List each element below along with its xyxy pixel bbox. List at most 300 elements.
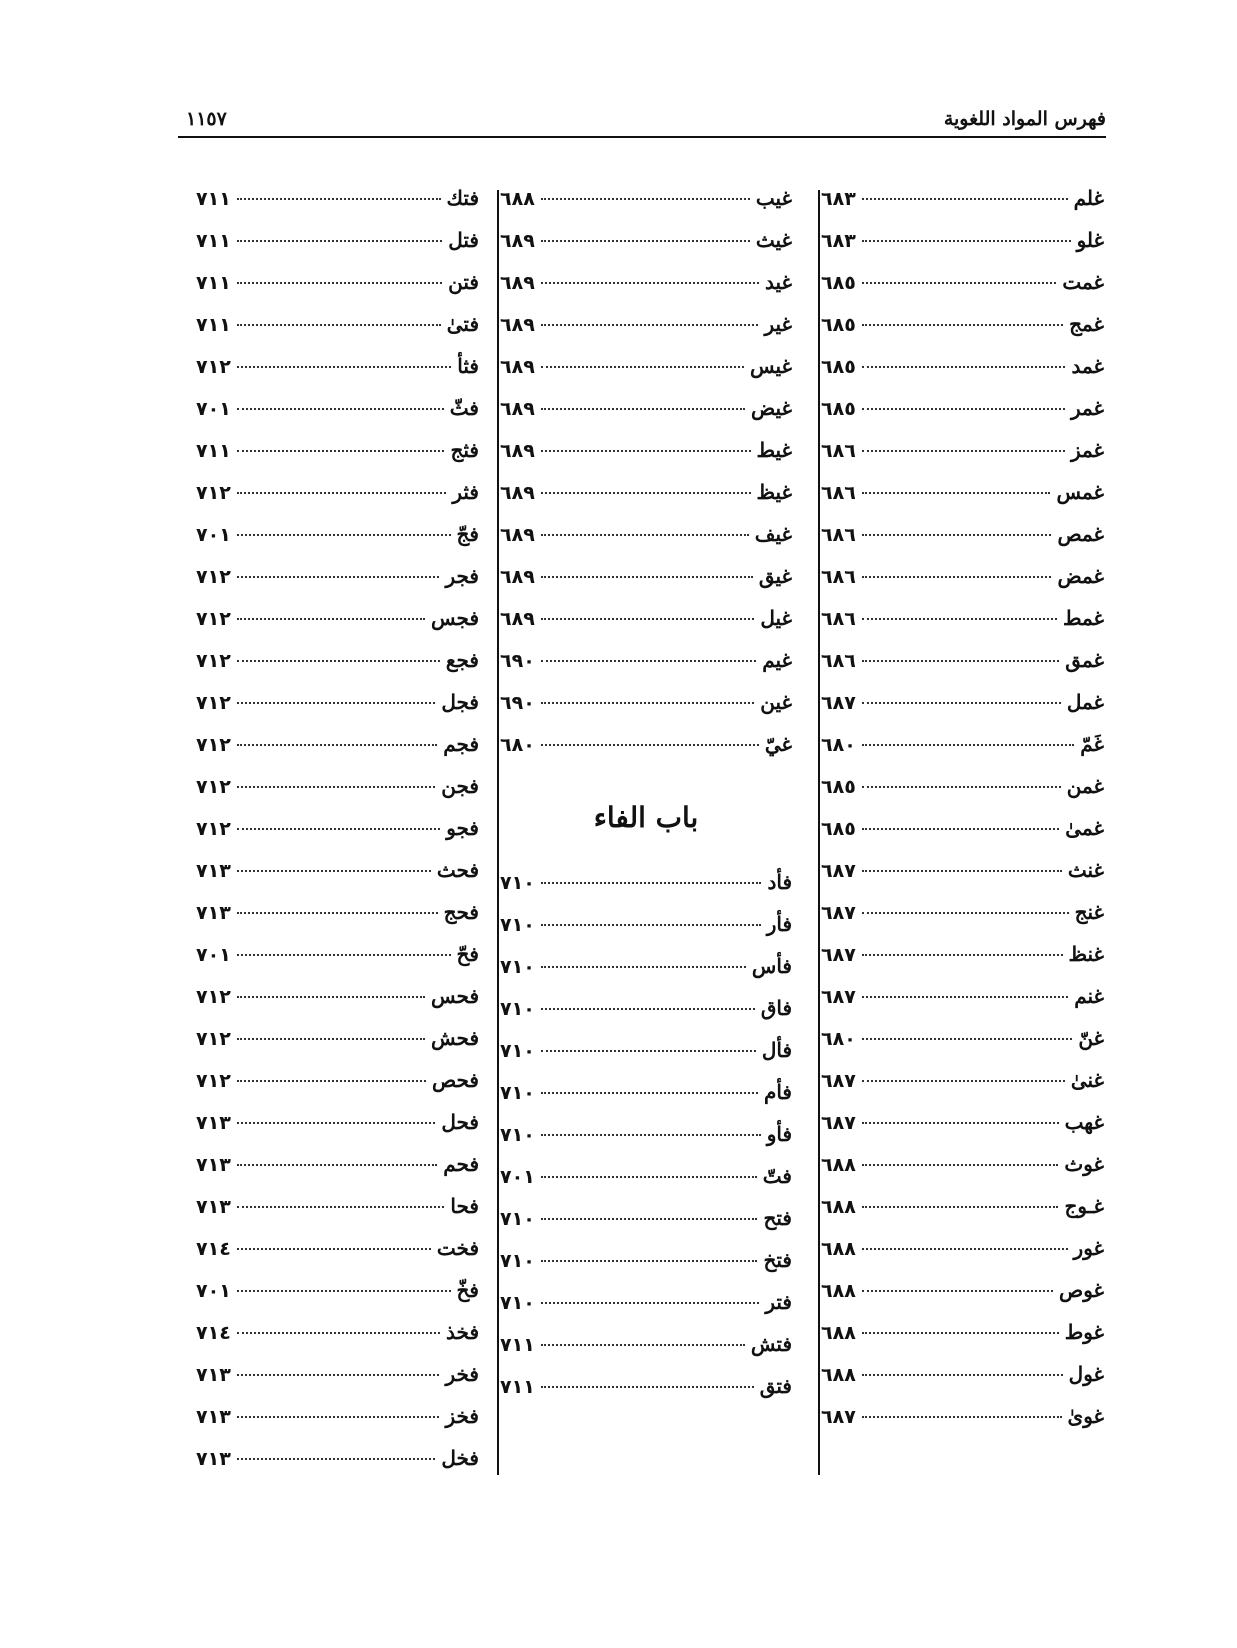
entry-word: فاق [760,996,792,1020]
entry-page: ٧١١ [196,230,231,252]
entry-word: غيض [751,396,792,420]
entry-page: ٧١١ [196,314,231,336]
entry-page: ٦٨٧ [821,944,856,966]
entry-page: ٦٨٦ [821,650,856,672]
dot-leader [237,1416,440,1418]
dot-leader [237,786,436,788]
entry-word: فجر [445,564,479,588]
index-list-ghain [500,186,792,774]
section-title: باب الفاء [593,800,699,834]
entry-page: ٧٠١ [500,1166,535,1188]
dot-leader [862,366,1066,368]
dot-leader [237,576,440,578]
index-entry [196,816,479,858]
entry-word: غمل [1066,690,1104,714]
entry-word: فثج [450,438,479,462]
entry-page: ٦٨٩ [500,356,535,378]
index-entry [196,1320,479,1362]
entry-word: غوث [1064,1152,1104,1176]
dot-leader [862,450,1065,452]
dot-leader [237,324,441,326]
entry-word: غمق [1065,648,1104,672]
dot-leader [862,240,1071,242]
entry-word: فأر [766,912,792,936]
entry-word: غلم [1073,186,1104,210]
dot-leader [237,954,451,956]
entry-page: ٧١٣ [196,860,231,882]
entry-page: ٧١٠ [500,914,535,936]
dot-leader [237,492,447,494]
dot-leader [862,660,1060,662]
entry-word: غمن [1066,774,1104,798]
entry-page: ٧١٢ [196,1070,231,1092]
dot-leader [237,1164,437,1166]
entry-page: ٦٨٩ [500,314,535,336]
entry-page: ٦٨٠ [821,1028,856,1050]
entry-word: فثّ [449,396,479,420]
entry-page: ٧١٠ [500,1292,535,1314]
entry-page: ٧١١ [500,1334,535,1356]
index-entry [196,354,479,396]
index-entry [196,1194,479,1236]
dot-leader [862,996,1068,998]
entry-page: ٦٩٠ [500,692,535,714]
entry-page: ٦٨٩ [500,440,535,462]
index-entry [500,1038,792,1080]
entry-page: ٧٠١ [196,944,231,966]
entry-word: فحّ [456,942,479,966]
entry-word: غيّ [764,732,792,756]
index-entry [821,732,1104,774]
entry-word: غوص [1059,1278,1104,1302]
index-entry [500,912,792,954]
index-entry [500,1248,792,1290]
dot-leader [237,408,444,410]
dot-leader [237,1248,431,1250]
index-entry [821,1194,1104,1236]
dot-leader [541,882,762,884]
entry-word: غمت [1062,270,1104,294]
entry-word: فجع [445,648,479,672]
dot-leader [237,240,442,242]
entry-word: غمىٰ [1065,816,1104,840]
dot-leader [541,282,759,284]
index-entry [196,1446,479,1488]
dot-leader [541,324,759,326]
entry-word: غنم [1074,984,1104,1008]
index-entry [196,564,479,606]
entry-word: غمر [1070,396,1104,420]
entry-page: ٧١١ [196,440,231,462]
entry-page: ٦٨٩ [500,482,535,504]
dot-leader [862,408,1065,410]
entry-word: فحث [436,858,479,882]
entry-page: ٦٨٩ [500,230,535,252]
entry-word: فتح [763,1206,792,1230]
dot-leader [237,1290,451,1292]
dot-leader [237,450,445,452]
entry-page: ٧١٠ [500,872,535,894]
entry-word: غيط [756,438,792,462]
index-entry [196,1362,479,1404]
entry-word: فحج [443,900,479,924]
entry-page: ٦٨٦ [821,524,856,546]
entry-word: فحس [431,984,479,1008]
dot-leader [862,324,1063,326]
entry-word: فجل [441,690,479,714]
dot-leader [237,702,436,704]
dot-leader [862,1416,1062,1418]
entry-word: غـوج [1064,1194,1104,1218]
dot-leader [862,1374,1063,1376]
entry-page: ٧١٤ [196,1322,231,1344]
index-entry [196,774,479,816]
index-entry [500,438,792,480]
dot-leader [541,966,746,968]
index-entry [821,1026,1104,1068]
index-entry [500,480,792,522]
index-entry [196,690,479,732]
entry-page: ٧١٠ [500,1082,535,1104]
entry-page: ٧١٠ [500,1250,535,1272]
index-entry [821,1404,1104,1446]
dot-leader [237,1458,436,1460]
index-entry [500,186,792,228]
dot-leader [237,1080,426,1082]
entry-page: ٧١٣ [196,1448,231,1470]
entry-word: فأد [767,870,792,894]
dot-leader [237,870,431,872]
index-entry [821,1152,1104,1194]
entry-page: ٧١٤ [196,1238,231,1260]
dot-leader [862,198,1068,200]
entry-page: ٦٨٥ [821,356,856,378]
index-entry [821,690,1104,732]
entry-word: غيس [750,354,792,378]
entry-page: ٦٨٨ [500,188,535,210]
entry-page: ٦٨٧ [821,860,856,882]
index-entry [821,564,1104,606]
entry-page: ٦٨٠ [500,734,535,756]
index-entry [821,354,1104,396]
entry-word: غلو [1076,228,1104,252]
index-entry [821,522,1104,564]
dot-leader [862,576,1052,578]
entry-word: غمض [1057,564,1104,588]
dot-leader [862,744,1074,746]
entry-page: ٧١٣ [196,1364,231,1386]
index-entry [821,228,1104,270]
index-entry [500,522,792,564]
entry-page: ٦٨٥ [821,818,856,840]
entry-word: غيظ [756,480,792,504]
index-entry [821,186,1104,228]
entry-page: ٧١٢ [196,356,231,378]
dot-leader [541,198,750,200]
index-entry [821,312,1104,354]
index-entry [196,1404,479,1446]
entry-page: ٧١٢ [196,734,231,756]
dot-leader [541,534,749,536]
dot-leader [237,660,440,662]
entry-page: ٦٨٥ [821,314,856,336]
index-entry [821,396,1104,438]
entry-word: فأل [761,1038,792,1062]
entry-word: غيث [755,228,792,252]
dot-leader [237,198,441,200]
dot-leader [862,870,1062,872]
entry-word: غنث [1067,858,1104,882]
index-entry [500,1332,792,1374]
entry-word: فتن [448,270,479,294]
index-column-right [821,186,1104,1446]
entry-page: ٦٨٦ [821,440,856,462]
index-entry [500,954,792,996]
page-header [178,102,1106,138]
dot-leader [237,828,440,830]
dot-leader [541,924,761,926]
index-entry [196,858,479,900]
index-entry [821,900,1104,942]
entry-page: ٧١٣ [196,1406,231,1428]
index-entry [196,1068,479,1110]
dot-leader [862,1164,1059,1166]
entry-page: ٧١٢ [196,608,231,630]
entry-page: ٧٠١ [196,524,231,546]
index-column-middle [500,186,792,1416]
dot-leader [862,1332,1059,1334]
dot-leader [541,1386,754,1388]
entry-page: ٦٨٠ [821,734,856,756]
index-entry [500,996,792,1038]
dot-leader [237,618,425,620]
dot-leader [541,702,754,704]
entry-word: فحش [431,1026,479,1050]
entry-word: فجو [446,816,479,840]
index-entry [196,606,479,648]
index-entry [821,438,1104,480]
entry-word: فجس [431,606,479,630]
index-entry [821,984,1104,1026]
dot-leader [862,1122,1059,1124]
dot-leader [541,1092,758,1094]
entry-word: غيق [758,564,792,588]
dot-leader [862,954,1063,956]
entry-word: فخل [441,1446,479,1470]
entry-page: ٦٨٦ [821,608,856,630]
entry-word: فتق [759,1374,792,1398]
index-entry [196,1110,479,1152]
index-entry [196,648,479,690]
index-entry [821,270,1104,312]
entry-page: ٧١٣ [196,1196,231,1218]
dot-leader [862,492,1051,494]
entry-page: ٦٨٧ [821,902,856,924]
entry-word: فحم [443,1152,479,1176]
index-entry [500,1122,792,1164]
index-entry [821,942,1104,984]
entry-word: غوىٰ [1067,1404,1104,1428]
index-entry [196,186,479,228]
entry-word: غمز [1070,438,1104,462]
dot-leader [862,282,1057,284]
entry-word: فجّ [456,522,479,546]
index-entry [196,732,479,774]
index-entry [821,480,1104,522]
entry-page: ٧١٠ [500,956,535,978]
dot-leader [237,282,442,284]
index-entry [500,396,792,438]
entry-word: غيل [760,606,792,630]
dot-leader [541,240,750,242]
dot-leader [541,450,751,452]
index-entry [196,942,479,984]
index-entry [196,480,479,522]
entry-word: غنىٰ [1070,1068,1104,1092]
dot-leader [862,1206,1059,1208]
entry-page: ٦٨٨ [821,1154,856,1176]
entry-word: غمس [1056,480,1104,504]
entry-page: ٧١٣ [196,1112,231,1134]
entry-word: فأس [751,954,792,978]
entry-page: ٧١٢ [196,776,231,798]
dot-leader [862,1290,1053,1292]
entry-page: ٦٨٥ [821,272,856,294]
entry-page: ٦٨٨ [821,1238,856,1260]
entry-word: فثر [452,480,479,504]
entry-page: ٦٨٥ [821,776,856,798]
index-entry [821,774,1104,816]
index-entry [500,1080,792,1122]
dot-leader [237,996,425,998]
dot-leader [862,1080,1065,1082]
index-list-fa [500,870,792,1416]
entry-word: غوط [1064,1320,1104,1344]
entry-word: فتّ [762,1164,792,1188]
dot-leader [541,1176,757,1178]
index-entry [821,648,1104,690]
entry-page: ٦٨٧ [821,1070,856,1092]
index-entry [500,732,792,774]
entry-page: ٦٨٩ [500,398,535,420]
dot-leader [862,702,1061,704]
entry-page: ٦٨٨ [821,1364,856,1386]
dot-leader [237,1122,436,1124]
index-entry [196,1236,479,1278]
entry-page: ٧١٢ [196,1028,231,1050]
entry-word: فخز [445,1404,479,1428]
entry-page: ٦٨٧ [821,692,856,714]
index-entry [821,1320,1104,1362]
column-divider [818,190,820,1475]
dot-leader [862,1038,1073,1040]
entry-page: ٧١٢ [196,566,231,588]
entry-word: فتىٰ [446,312,479,336]
entry-page: ٦٩٠ [500,650,535,672]
index-column-left [196,186,479,1488]
entry-word: غنج [1074,900,1104,924]
entry-word: غنظ [1068,942,1104,966]
entry-word: غير [764,312,792,336]
index-entry [196,228,479,270]
entry-word: غيب [755,186,792,210]
dot-leader [541,1344,745,1346]
index-entry [500,270,792,312]
entry-page: ٧١٠ [500,1124,535,1146]
entry-page: ٧١٢ [196,818,231,840]
entry-word: فتك [446,186,479,210]
entry-word: غيم [762,648,792,672]
index-entry [500,228,792,270]
dot-leader [541,1008,755,1010]
entry-word: غين [760,690,792,714]
index-entry [196,396,479,438]
dot-leader [862,534,1052,536]
entry-word: غيد [765,270,792,294]
entry-word: فجن [441,774,479,798]
dot-leader [541,576,753,578]
index-entry [500,354,792,396]
index-entry [196,438,479,480]
entry-word: فحا [450,1194,479,1218]
index-entry [500,1164,792,1206]
index-entry [500,564,792,606]
entry-page: ٦٨٦ [821,566,856,588]
dot-leader [541,1134,761,1136]
entry-page: ٦٨٦ [821,482,856,504]
dot-leader [237,1332,440,1334]
dot-leader [237,912,438,914]
index-entry [821,858,1104,900]
dot-leader [862,912,1069,914]
index-entry [500,1290,792,1332]
entry-word: فتل [448,228,479,252]
index-entry [196,270,479,312]
entry-page: ٦٨٥ [821,398,856,420]
index-entry [821,1110,1104,1152]
index-entry [500,870,792,912]
entry-page: ٦٨٩ [500,566,535,588]
dot-leader [862,618,1057,620]
entry-page: ٧١٢ [196,692,231,714]
dot-leader [541,366,744,368]
entry-word: غنّ [1078,1026,1104,1050]
entry-page: ٧١٣ [196,902,231,924]
dot-leader [237,1038,425,1040]
entry-page: ٦٨٩ [500,272,535,294]
entry-page: ٧١١ [196,188,231,210]
entry-page: ٦٨٣ [821,188,856,210]
index-entry [821,606,1104,648]
index-entry [196,1278,479,1320]
entry-word: فخر [445,1362,479,1386]
entry-page: ٦٨٣ [821,230,856,252]
entry-page: ٦٨٨ [821,1280,856,1302]
dot-leader [237,744,437,746]
index-entry [196,1152,479,1194]
entry-word: فخذ [446,1320,479,1344]
index-entry [500,606,792,648]
entry-word: فتر [765,1290,792,1314]
dot-leader [237,1206,445,1208]
dot-leader [541,744,759,746]
index-entry [196,312,479,354]
entry-word: غمط [1062,606,1104,630]
entry-page: ٦٨٨ [821,1322,856,1344]
index-entry [500,1374,792,1416]
entry-page: ٧١٣ [196,1154,231,1176]
index-entry [196,900,479,942]
